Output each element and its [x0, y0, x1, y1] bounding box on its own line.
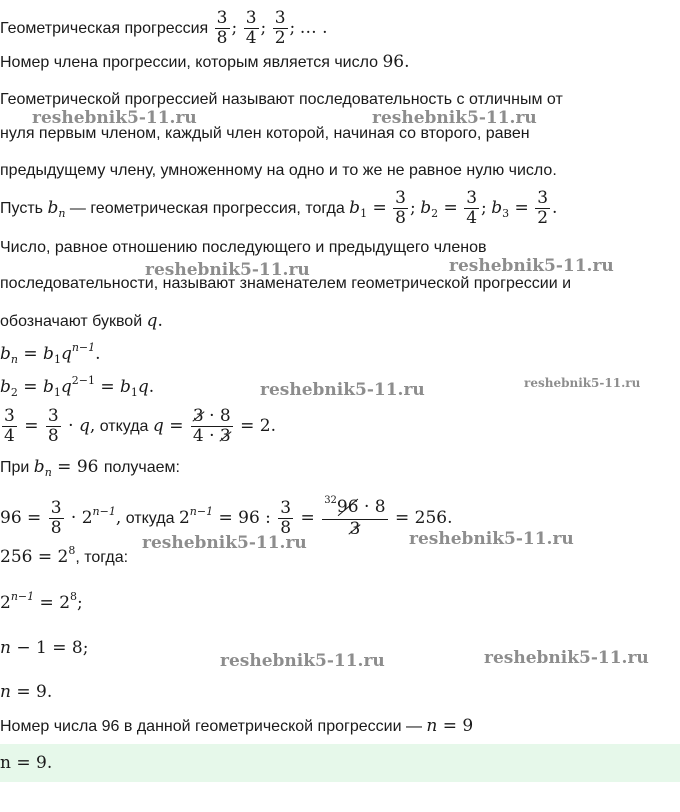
watermark: reshebnik5-11.ru	[142, 533, 307, 553]
watermark: reshebnik5-11.ru	[260, 380, 425, 400]
equation-n: n = 9.	[0, 682, 53, 702]
watermark: reshebnik5-11.ru	[145, 260, 310, 280]
title-text: Геометрическая прогрессия	[0, 20, 209, 37]
formula-general: $b_n = b_1q^{n-1}$.	[0, 341, 101, 366]
equation-96: 96 = $\frac{3}{8}$ · $2^{n-1}$, откуда $2^{n-1} = 96$ : $\frac{3}{8}$ = $\frac{^{32}96 \cdot 8}{3}$ = 256.	[0, 495, 453, 540]
watermark: reshebnik5-11.ru	[409, 529, 574, 549]
when-line: При $b_n = 96$ получаем:	[0, 457, 180, 479]
formula-b2: $b_2 = b_1q^{2-1} = b_1q$.	[0, 374, 155, 399]
definition-line-3: предыдущему члену, умноженному на одно и то же не равное нулю число.	[0, 162, 557, 179]
watermark: reshebnik5-11.ru	[372, 108, 537, 128]
ratio-line-3: обозначают буквой q.	[0, 311, 163, 331]
watermark: reshebnik5-11.ru	[449, 256, 614, 276]
definition-line-1: Геометрической прогрессией называют последовательность с отличным от	[0, 91, 563, 108]
answer-text: n = 9.	[0, 753, 53, 773]
task-number: 96	[382, 52, 405, 72]
term-2: $\frac{3}{4}$	[245, 8, 257, 49]
ratio-line-2: последовательности, называют знаменателем геометрической прогрессии и	[0, 275, 572, 292]
title-tail: … .	[299, 18, 328, 38]
watermark: reshebnik5-11.ru	[524, 376, 641, 390]
task-line: Номер члена прогрессии, которым является число 96.	[0, 52, 410, 72]
equation-256: $256 = 2^8$, тогда:	[0, 544, 129, 567]
equation-power: $2^{n-1} = 2^8$;	[0, 590, 83, 613]
answer-box	[0, 744, 680, 782]
conclusion-line: Номер числа 96 в данной геометрической прогрессии — n = 9	[0, 716, 474, 736]
task-text: Номер члена прогрессии, которым является число	[0, 54, 379, 71]
given-line: Пусть $b_n$ — геометрическая прогрессия, тогда $b_1$ = $\frac{3}{8}$ ; $b_2$ = $\frac{3}{4}$ ; $b_3$ = $\frac{3}{2}$ .	[0, 188, 558, 229]
definition-line-2: нуля первым членом, каждый член которой, начиная со второго, равен	[0, 125, 530, 142]
watermark: reshebnik5-11.ru	[484, 648, 649, 668]
term-1: $\frac{3}{8}$	[216, 8, 228, 49]
term-3: $\frac{3}{2}$	[274, 8, 286, 49]
equation-exp: n − 1 = 8;	[0, 638, 89, 658]
title-line: Геометрическая прогрессия $\frac{3}{8}$ ; $\frac{3}{4}$ ; $\frac{3}{2}$ ; … .	[0, 8, 328, 49]
watermark: reshebnik5-11.ru	[220, 651, 385, 671]
ratio-line-1: Число, равное отношению последующего и предыдущего членов	[0, 239, 487, 256]
formula-q: $\frac{3}{4}$ = $\frac{3}{8}$ · q, откуда q = $\frac{3 \cdot 8}{4 \cdot 3}$ = 2.	[4, 406, 276, 447]
watermark: reshebnik5-11.ru	[32, 108, 197, 128]
